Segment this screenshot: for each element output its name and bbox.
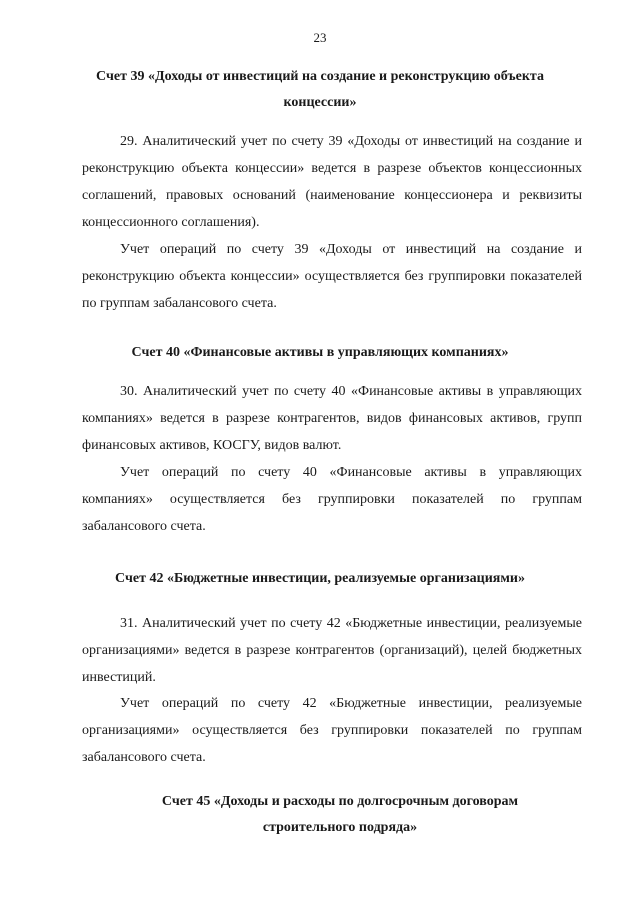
paragraph-account-39-operations: Учет операций по счету 39 «Доходы от инвестиций на создание и реконструкцию объекта концессии» осуществляется без группировки показателей по группам забалансового счета. — [82, 242, 582, 311]
section-heading-account-39: Счет 39 «Доходы от инвестиций на создание и реконструкцию объекта концессии» — [96, 69, 544, 110]
page-number: 23 — [313, 30, 327, 45]
paragraph-30: 30. Аналитический учет по счету 40 «Финансовые активы в управляющих компаниях» ведется в разрезе контрагентов, видов финансовых активов, групп финансовых активов, КОСГУ, видов валют. — [82, 384, 582, 453]
section-heading-account-42: Счет 42 «Бюджетные инвестиции, реализуемые организациями» — [115, 571, 525, 586]
paragraph-31: 31. Аналитический учет по счету 42 «Бюджетные инвестиции, реализуемые организациями» ведется в разрезе контрагентов (организаций), целей бюджетных инвестиций. — [82, 616, 582, 685]
paragraph-29: 29. Аналитический учет по счету 39 «Доходы от инвестиций на создание и реконструкцию объекта концессии» ведется в разрезе объектов концессионных соглашений, правовых оснований (наименование концессионера и реквизиты концессионного соглашения). — [82, 134, 582, 230]
section-heading-account-45: Счет 45 «Доходы и расходы по долгосрочным договорам строительного подряда» — [161, 794, 519, 835]
section-heading-account-40: Счет 40 «Финансовые активы в управляющих компаниях» — [131, 345, 509, 360]
paragraph-account-42-operations: Учет операций по счету 42 «Бюджетные инвестиции, реализуемые организациями» осуществляется без группировки показателей по группам забалансового счета. — [82, 696, 582, 765]
paragraph-account-40-operations: Учет операций по счету 40 «Финансовые активы в управляющих компаниях» осуществляется без группировки показателей по группам забалансового счета. — [82, 465, 582, 534]
